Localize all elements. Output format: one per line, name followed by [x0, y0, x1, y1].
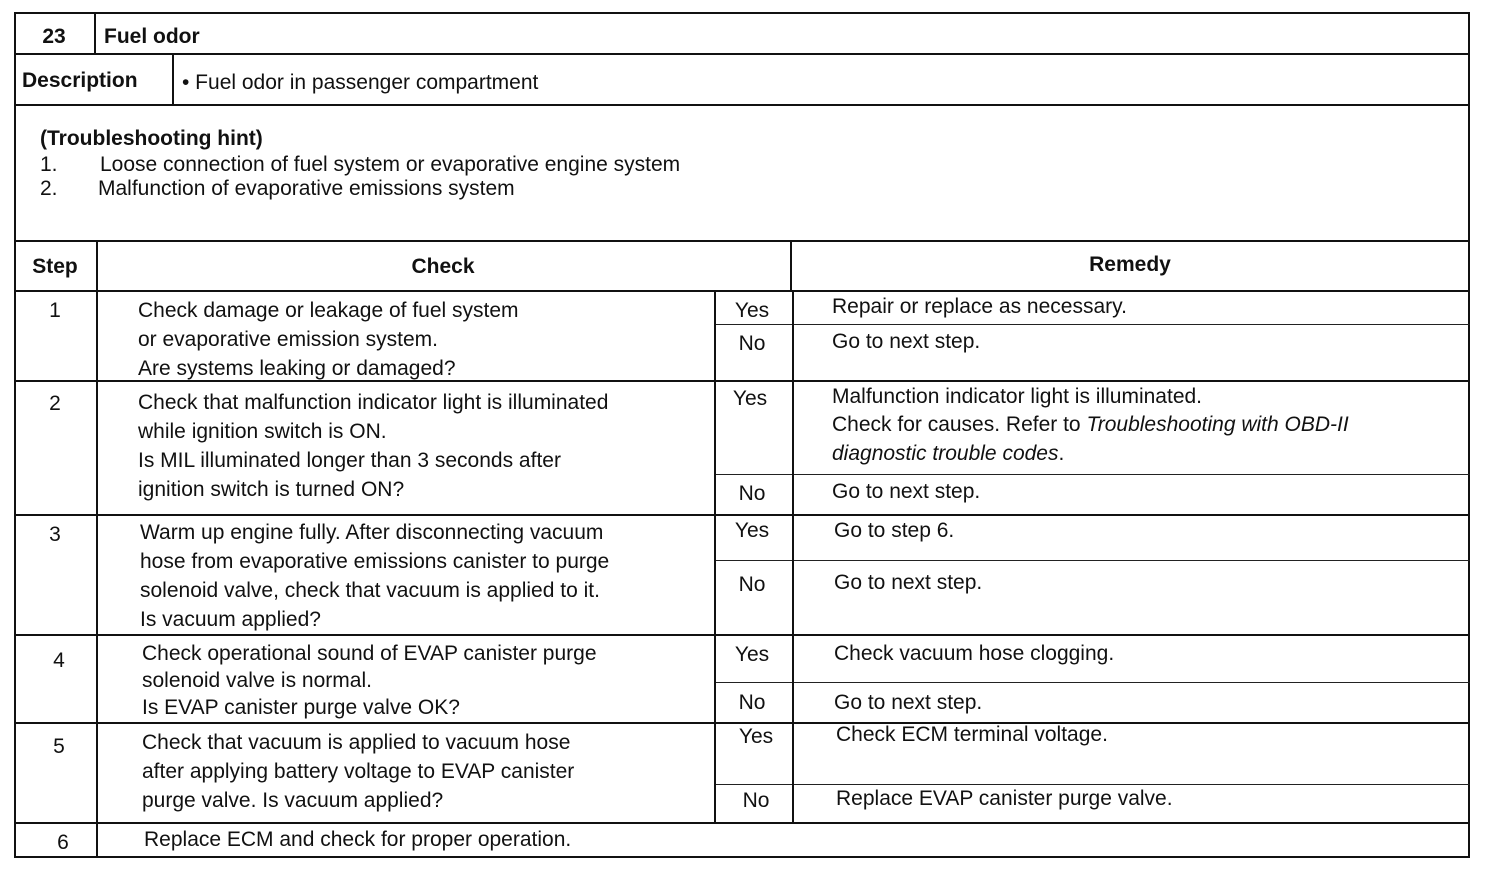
- rule-step3-bottom: [14, 634, 1470, 636]
- hint-item-text: Loose connection of fuel system or evaporative engine system: [100, 153, 681, 176]
- rule-column-header-bottom: [14, 290, 1470, 292]
- yes-remedy-reference: diagnostic trouble codes: [832, 442, 1059, 465]
- yes-label: Yes: [734, 519, 770, 542]
- yes-remedy: Go to step 6.: [834, 519, 955, 542]
- problem-number: 23: [42, 25, 66, 48]
- rule-description-bottom: [14, 104, 1470, 106]
- no-remedy: Go to next step.: [832, 330, 981, 353]
- hint-heading: (Troubleshooting hint): [40, 127, 263, 150]
- rule-hint-bottom: [14, 240, 1470, 242]
- no-remedy: Replace EVAP canister purge valve.: [836, 787, 1173, 810]
- rule-step5-bottom: [14, 822, 1470, 824]
- description-label: Description: [22, 69, 138, 92]
- no-label: No: [742, 789, 770, 812]
- yes-remedy-reference: Troubleshooting with OBD-II: [1086, 413, 1349, 436]
- step-check-text: Warm up engine fully. After disconnecting vacuum hose from evaporative emissions canister to purge solenoid valve, check that vacuum is applied to it. Is vacuum applied?: [140, 521, 610, 631]
- step-check-text: Check that malfunction indicator light is illuminated while ignition switch is ON. Is MIL illuminated longer than 3 seconds after ignition switch is turned ON?: [138, 391, 609, 501]
- step-number: 6: [57, 831, 69, 854]
- yes-label: Yes: [734, 643, 770, 666]
- rule-number-divider: [94, 12, 96, 54]
- step-number: 5: [53, 735, 65, 758]
- yes-remedy: Repair or replace as necessary.: [832, 295, 1127, 318]
- no-remedy: Go to next step.: [834, 691, 983, 714]
- column-header-step: Step: [32, 255, 78, 278]
- rule-check-yesno: [714, 291, 716, 822]
- step-check-text: Check damage or leakage of fuel system or evaporative emission system. Are systems leaking or damaged?: [138, 299, 519, 380]
- no-label: No: [738, 482, 766, 505]
- yes-remedy-line: [832, 410, 1349, 439]
- yes-remedy-text: .: [1058, 442, 1065, 465]
- step-number: 3: [49, 523, 61, 546]
- no-label: No: [738, 573, 766, 596]
- rule-step-column: [96, 241, 98, 858]
- rule-header-bottom: [14, 53, 1470, 55]
- yes-label: Yes: [732, 387, 768, 410]
- yes-remedy: Check ECM terminal voltage.: [836, 723, 1108, 746]
- rule-step1-yes-no: [714, 324, 1470, 325]
- step-number: 4: [53, 649, 65, 672]
- yes-remedy-text: Check for causes. Refer to: [832, 413, 1087, 436]
- hint-item-number: 1.: [40, 153, 58, 176]
- yes-remedy-line: Malfunction indicator light is illuminated.: [832, 385, 1203, 408]
- description-text: • Fuel odor in passenger compartment: [182, 71, 539, 94]
- step-check-text: Check operational sound of EVAP canister purge solenoid valve is normal. Is EVAP canister purge valve OK?: [142, 642, 597, 719]
- no-remedy: Go to next step.: [834, 571, 983, 594]
- rule-step4-yes-no: [714, 682, 1470, 683]
- step-check-text: Check that vacuum is applied to vacuum hose after applying battery voltage to EVAP canister purge valve. Is vacuum applied?: [142, 731, 575, 812]
- problem-title: Fuel odor: [104, 25, 200, 48]
- yes-label: Yes: [734, 299, 770, 322]
- step-number: 1: [49, 299, 61, 322]
- rule-step3-yes-no: [714, 560, 1470, 561]
- step-number: 2: [49, 392, 61, 415]
- rule-step2-yes-no: [714, 474, 1470, 475]
- no-label: No: [738, 332, 766, 355]
- column-header-remedy: Remedy: [1089, 253, 1171, 276]
- step-check-text: Replace ECM and check for proper operation.: [144, 828, 572, 851]
- rule-description-divider: [172, 54, 174, 105]
- column-header-check: Check: [411, 255, 475, 278]
- no-remedy: Go to next step.: [832, 480, 981, 503]
- hint-item-text: Malfunction of evaporative emissions system: [98, 177, 515, 200]
- hint-item-number: 2.: [40, 177, 58, 200]
- yes-label: Yes: [738, 725, 774, 748]
- yes-remedy-line: [832, 439, 1064, 468]
- yes-remedy: Check vacuum hose clogging.: [834, 642, 1115, 665]
- no-label: No: [738, 691, 766, 714]
